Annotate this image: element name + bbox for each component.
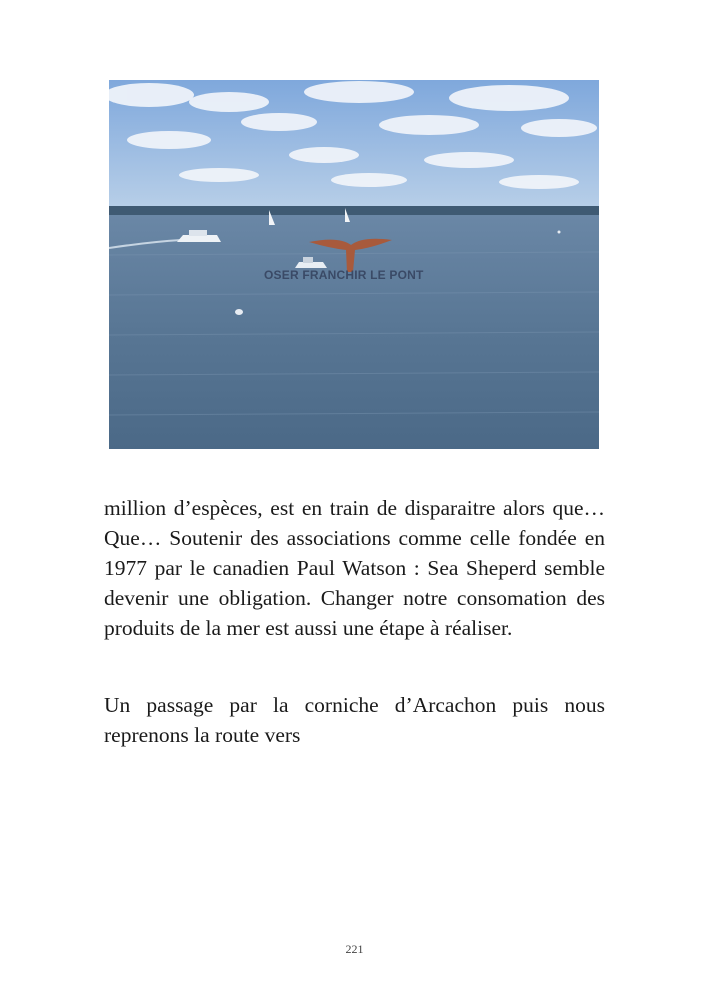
body-paragraph-2: Un passage par la corniche d’Arcachon puis nous reprenons la route vers xyxy=(104,693,605,747)
photo-watermark: OSER FRANCHIR LE PONT xyxy=(264,268,424,282)
sea-photo-illustration xyxy=(109,80,599,449)
buoy xyxy=(235,309,243,315)
horizon-land xyxy=(109,206,599,216)
body-paragraph-1: million d’espèces, est en train de disparaitre alors que… Que… Soutenir des associations comme celle fondée en 1977 par le canadien Paul Watson : Sea Sheperd semble devenir une obligation. Changer notre consomation des produits de la mer est aussi une étape à réaliser. xyxy=(104,496,605,640)
page-number: 221 xyxy=(345,942,364,956)
sea-photo xyxy=(109,80,599,449)
